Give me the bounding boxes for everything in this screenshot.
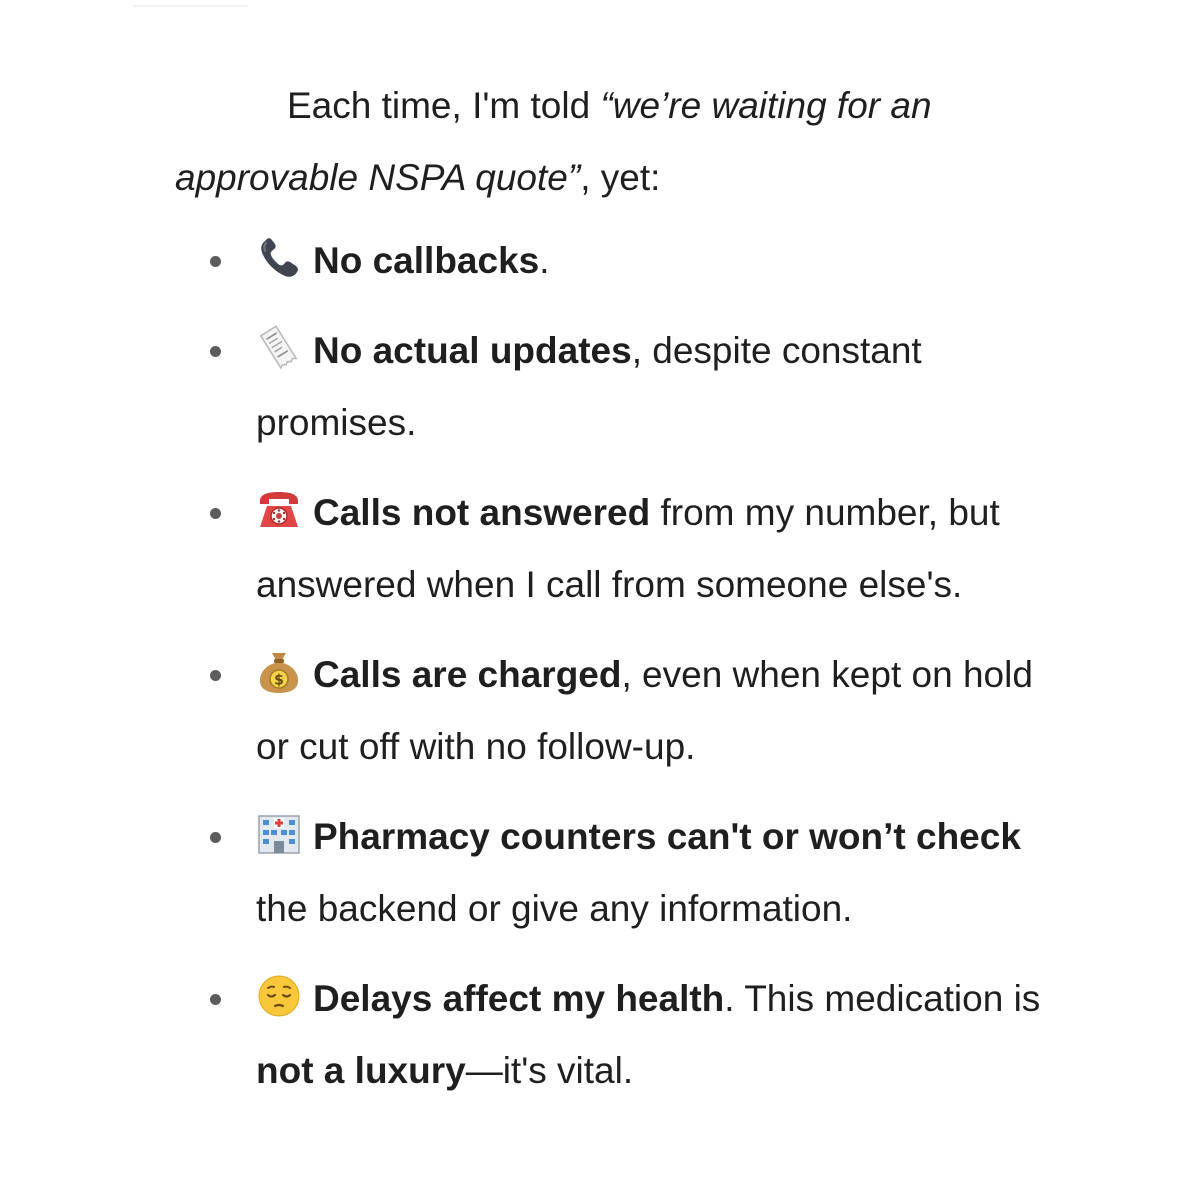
bullet-text: . This medication is [724,978,1041,1019]
svg-text:$: $ [274,672,284,689]
bullet-bold-text: Calls not answered [313,492,651,533]
intro-suffix: , yet: [580,157,661,198]
telephone-receiver-icon [256,235,302,281]
pensive-face-icon [256,973,302,1019]
money-bag-icon [256,649,302,695]
intro-paragraph [175,70,1055,214]
intro-quote: “we’re waiting for an approvable NSPA quote” [175,85,932,198]
bullet-bold-text: No callbacks [313,240,540,281]
top-divider [133,5,248,7]
bullet-bold-text: Delays affect my health [313,978,725,1019]
list-item [175,963,1055,1107]
bullet-text: from my number, but answered when I call from someone else's. [256,492,1000,605]
telephone-icon [256,487,302,533]
bullet-bold-text: Calls are charged [313,654,622,695]
bullet-text: the backend or give any information. [256,888,853,929]
bullet-bold-text: not a luxury [256,1050,466,1091]
complaint-list [175,225,1055,1107]
document-body [175,70,1055,1125]
list-item [175,801,1055,945]
bullet-dot [210,832,221,843]
bullet-dot [210,256,221,267]
intro-prefix: Each time, I'm told [287,85,601,126]
hospital-icon [256,811,302,857]
receipt-icon [256,325,302,371]
bullet-dot [210,670,221,681]
bullet-dot [210,994,221,1005]
bullet-dot [210,346,221,357]
bullet-text: , despite constant promises. [256,330,922,443]
bullet-text: , even when kept on hold or cut off with no follow-up. [256,654,1033,767]
bullet-bold-text: No actual updates [313,330,632,371]
list-item [175,639,1055,783]
list-item [175,477,1055,621]
bullet-bold-text: Pharmacy counters can't or won’t check [313,816,1021,857]
bullet-text: . [539,240,550,281]
list-item [175,315,1055,459]
bullet-text: —it's vital. [465,1050,634,1091]
bullet-dot [210,508,221,519]
list-item [175,225,1055,297]
